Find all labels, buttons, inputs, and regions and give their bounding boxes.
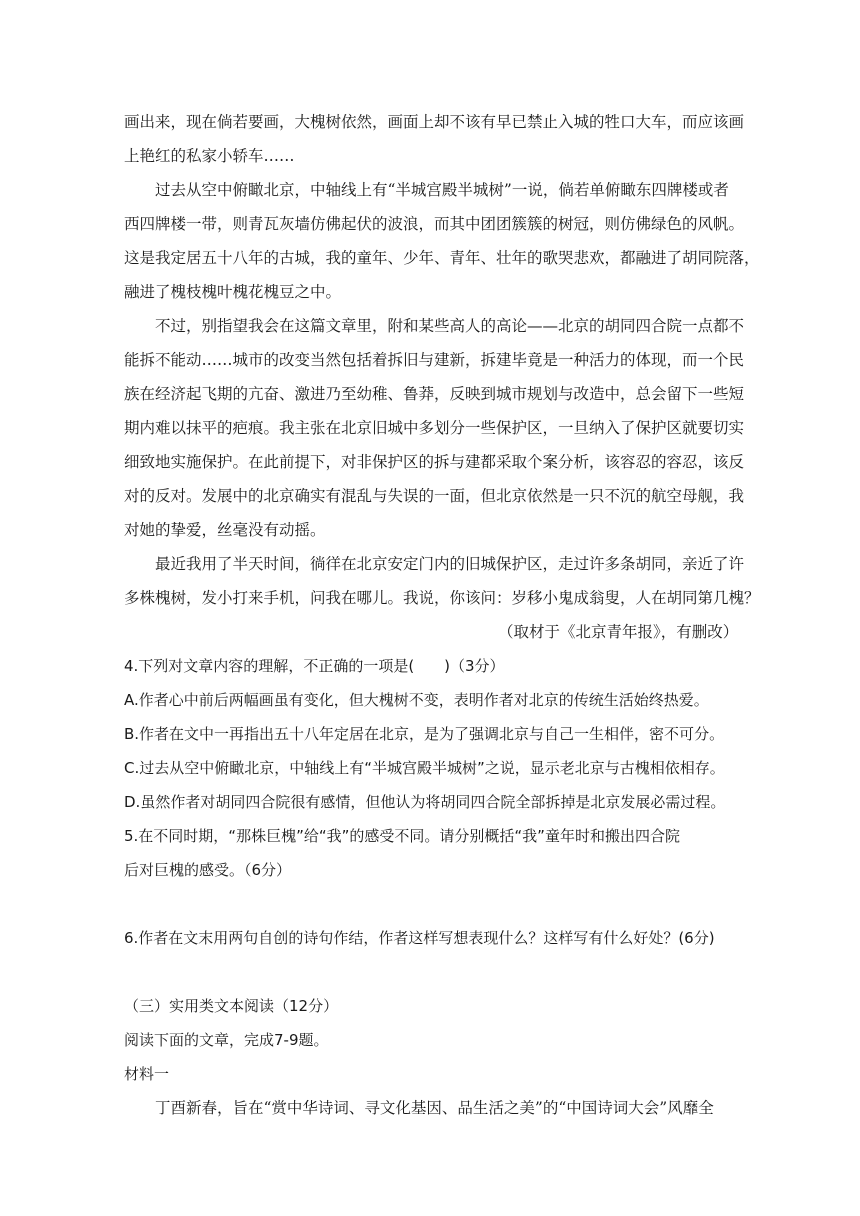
- option-c: C.过去从空中俯瞰北京，中轴线上有“半城宫殿半城树”之说，显示老北京与古槐相依相存。: [124, 759, 725, 777]
- passage-line: 融进了槐枝槐叶槐花槐豆之中。: [124, 283, 342, 301]
- passage-line: 期内难以抹平的疤痕。我主张在北京旧城中多划分一些保护区，一旦纳入了保护区就要切实: [124, 419, 745, 437]
- passage-line: 上艳红的私家小轿车……: [124, 147, 295, 165]
- option-b: B.作者在文中一再指出五十八年定居在北京，是为了强调北京与自己一生相伴，密不可分。: [124, 725, 725, 743]
- passage-line: 这是我定居五十八年的古城，我的童年、少年、青年、壮年的歌哭悲欢，都融进了胡同院落，: [124, 249, 760, 267]
- passage-line: 能拆不能动……城市的改变当然包括着拆旧与建新，拆建毕竟是一种活力的体现，而一个民: [124, 351, 745, 369]
- question-5-line1: 5.在不同时期，“那株巨槐”给“我”的感受不同。请分别概括“我”童年时和搬出四合院: [124, 827, 680, 845]
- question-6: 6.作者在文末用两句自创的诗句作结，作者这样写想表现什么？这样写有什么好处？(6分): [124, 929, 715, 947]
- question-4: 4.下列对文章内容的理解，不正确的一项是( )（3分）: [124, 657, 505, 675]
- question-5-line2: 后对巨槐的感受。（6分）: [124, 861, 292, 879]
- material-label: 材料一: [124, 1065, 170, 1083]
- source-citation: （取材于《北京青年报》，有删改）: [498, 623, 739, 641]
- passage-line: 西四牌楼一带，则青瓦灰墙仿佛起伏的波浪，而其中团团簇簇的树冠，则仿佛绿色的风帆。: [124, 215, 745, 233]
- passage-line: 过去从空中俯瞰北京，中轴线上有“半城宫殿半城树”一说，倘若单俯瞰东四牌楼或者: [155, 181, 729, 199]
- section-instruction: 阅读下面的文章，完成7-9题。: [124, 1031, 329, 1049]
- passage-line: 族在经济起飞期的亢奋、激进乃至幼稚、鲁莽，反映到城市规划与改造中，总会留下一些短: [124, 385, 745, 403]
- passage-line: 多株槐树，发小打来手机，问我在哪儿。我说，你该问：岁移小鬼成翁叟，人在胡同第几槐？: [124, 589, 760, 607]
- passage-line: 画出来，现在倘若要画，大槐树依然，画面上却不该有早已禁止入城的牲口大车，而应该画: [124, 113, 745, 131]
- material-first-line: 丁酉新春，旨在“赏中华诗词、寻文化基因、品生活之美”的“中国诗词大会”风靡全: [155, 1099, 714, 1117]
- passage-line: 最近我用了半天时间，徜徉在北京安定门内的旧城保护区，走过许多条胡同，亲近了许: [155, 555, 745, 573]
- option-d: D.虽然作者对胡同四合院很有感情，但他认为将胡同四合院全部拆掉是北京发展必需过程。: [124, 793, 726, 811]
- passage-line: 对的反对。发展中的北京确实有混乱与失误的一面，但北京依然是一只不沉的航空母舰，我: [124, 487, 745, 505]
- section-heading: （三）实用类文本阅读（12分）: [124, 997, 339, 1015]
- passage-line: 细致地实施保护。在此前提下，对非保护区的拆与建都采取个案分析，该容忍的容忍，该反: [124, 453, 745, 471]
- passage-line: 对她的挚爱，丝毫没有动摇。: [124, 521, 326, 539]
- option-a: A.作者心中前后两幅画虽有变化，但大槐树不变，表明作者对北京的传统生活始终热爱。: [124, 691, 709, 709]
- passage-line: 不过，别指望我会在这篇文章里，附和某些高人的高论——北京的胡同四合院一点都不: [155, 317, 745, 335]
